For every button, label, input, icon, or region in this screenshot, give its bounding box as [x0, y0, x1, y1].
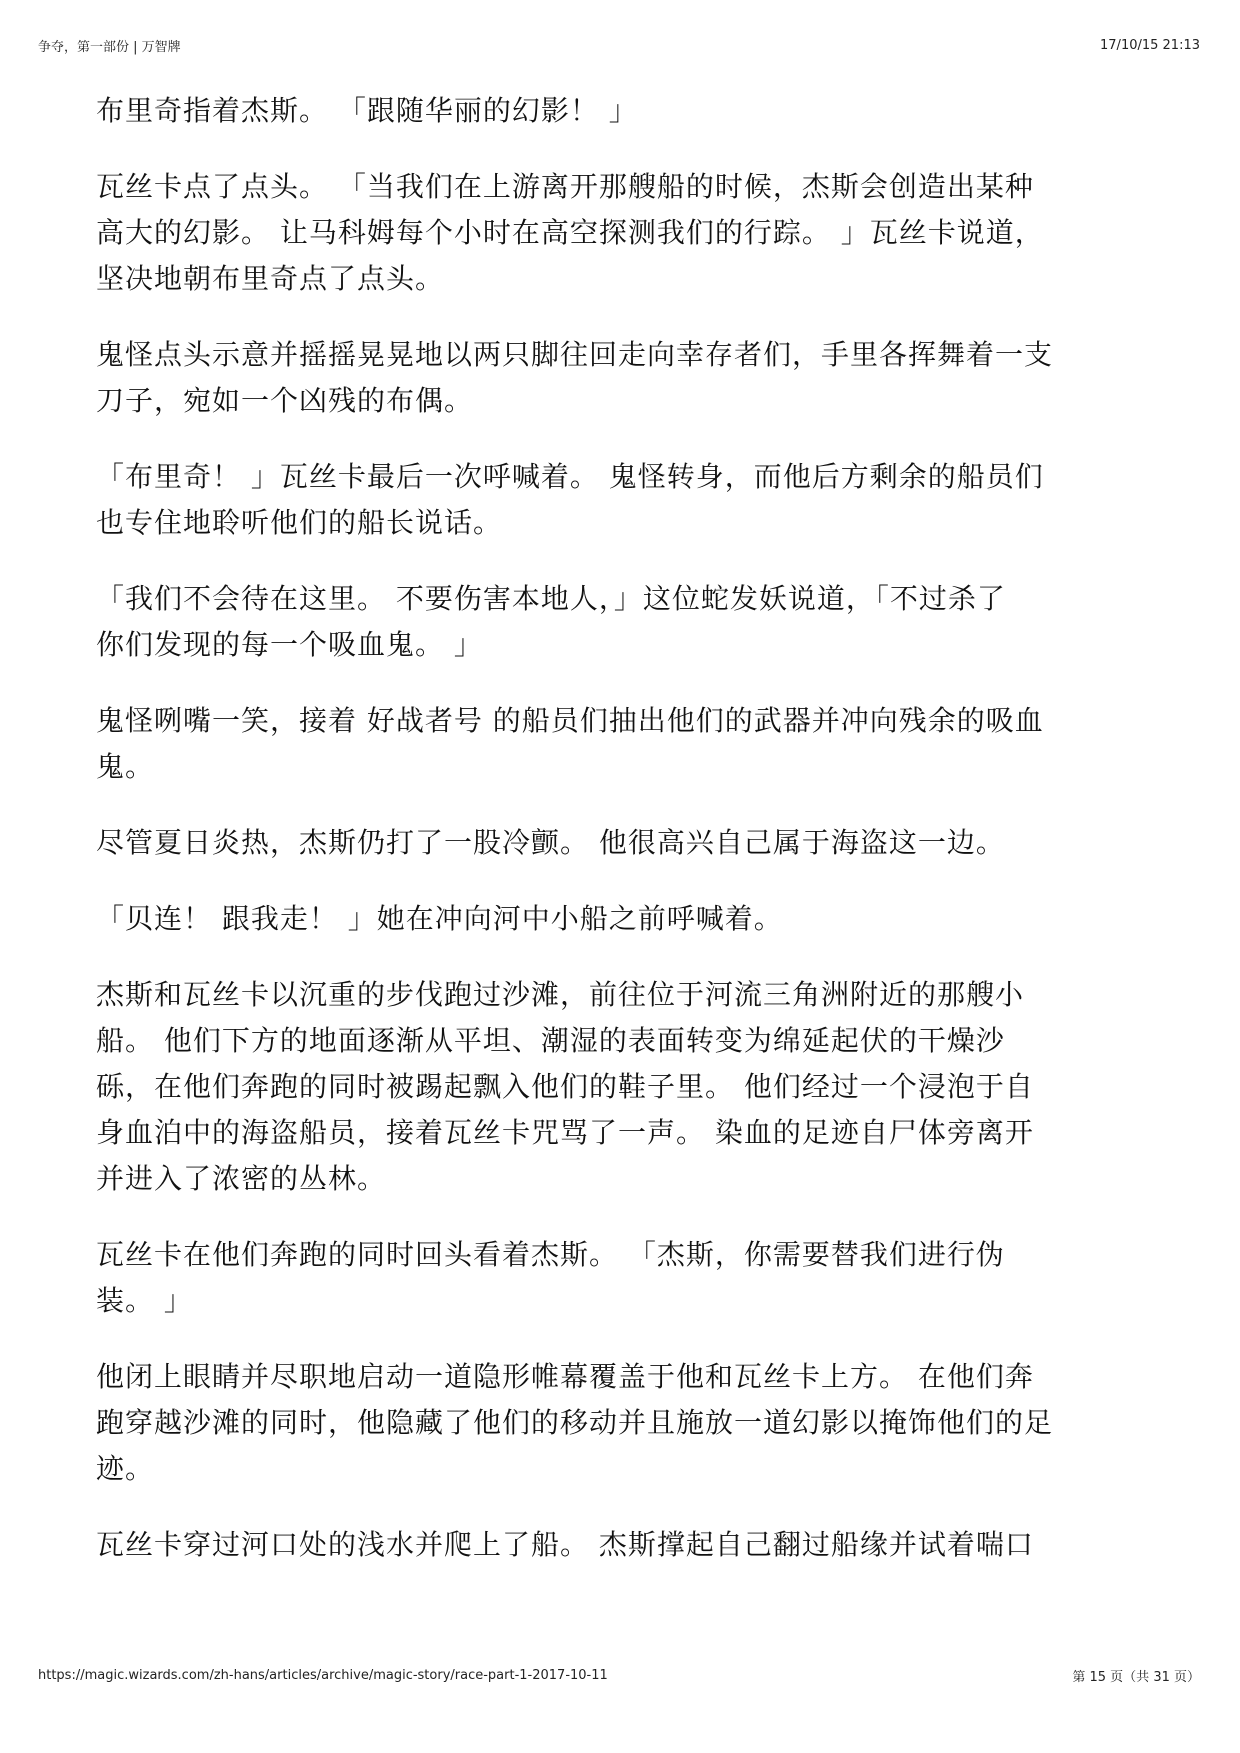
paragraph: 「布里奇！ 」瓦丝卡最后一次呼喊着。 鬼怪转身，而他后方剩余的船员们 也专住地聆听他们的船长说话。 [96, 460, 1044, 539]
page-footer [38, 1666, 1200, 1685]
paragraph: 布里奇指着杰斯。 「跟随华丽的幻影！ 」 [96, 94, 638, 127]
paragraph: 瓦丝卡穿过河口处的浅水并爬上了船。 杰斯撑起自己翻过船缘并试着喘口 [96, 1528, 1034, 1561]
page-number: 第 15 页（共 31 页） [1072, 1670, 1200, 1685]
paragraph: 「我们不会待在这里。 不要伤害本地人，」这位蛇发妖说道，「不过杀了 你们发现的每一个吸血鬼。 」 [96, 582, 1006, 661]
page-url: https://magic.wizards.com/zh-hans/articles/archive/magic-story/race-part-1-2017-10-11 [38, 1668, 608, 1683]
paragraph: 他闭上眼睛并尽职地启动一道隐形帷幕覆盖于他和瓦丝卡上方。 在他们奔 跑穿越沙滩的同时，他隐藏了他们的移动并且施放一道幻影以掩饰他们的足 迹。 [96, 1360, 1054, 1485]
paragraph: 「贝连！ 跟我走！ 」她在冲向河中小船之前呼喊着。 [96, 902, 783, 935]
paragraph: 尽管夏日炎热，杰斯仍打了一股冷颤。 他很高兴自己属于海盗这一边。 [96, 826, 1005, 859]
paragraph: 瓦丝卡在他们奔跑的同时回头看着杰斯。 「杰斯，你需要替我们进行伪 装。 」 [96, 1238, 1005, 1317]
page-title: 争夺，第一部份 | 万智牌 [38, 40, 181, 55]
paragraph: 杰斯和瓦丝卡以沉重的步伐跑过沙滩，前往位于河流三角洲附近的那艘小 船。 他们下方的地面逐渐从平坦、潮湿的表面转变为绵延起伏的干燥沙 砾，在他们奔跑的同时被踢起飘入他们的鞋子里。 他们经过一个浸泡于自 身血泊中的海盗船员，接着瓦丝卡咒骂了一声。 染血的足迹自尸体旁离开 并进入了浓密的丛林。 [96, 978, 1034, 1195]
print-datetime: 17/10/15 21:13 [1100, 38, 1200, 53]
paragraph: 鬼怪点头示意并摇摇晃晃地以两只脚往回走向幸存者们，手里各挥舞着一支 刀子，宛如一个凶残的布偶。 [96, 338, 1054, 417]
page-header [38, 36, 1200, 55]
paragraph: 瓦丝卡点了点头。 「当我们在上游离开那艘船的时候，杰斯会创造出某种 高大的幻影。 让马科姆每个小时在高空探测我们的行踪。 」瓦丝卡说道， 坚决地朝布里奇点了点头。 [96, 170, 1044, 295]
article-body [96, 88, 1156, 1598]
paragraph: 鬼怪咧嘴一笑，接着 好战者号 的船员们抽出他们的武器并冲向残余的吸血 鬼。 [96, 704, 1044, 783]
